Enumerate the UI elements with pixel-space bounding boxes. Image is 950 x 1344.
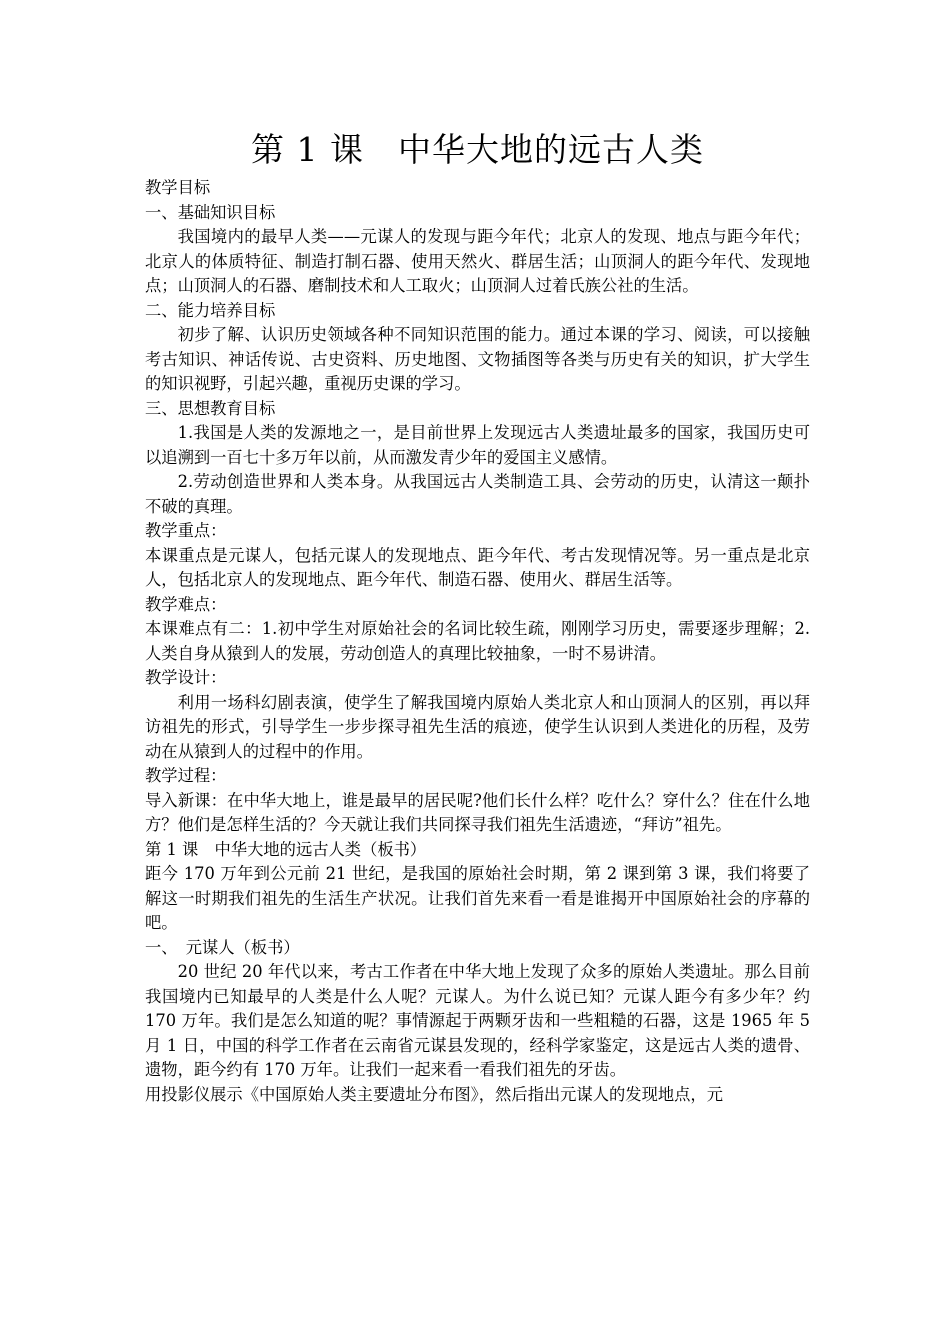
paragraph: 第 1 课 中华大地的远古人类（板书）	[145, 839, 427, 859]
paragraph: 二、能力培养目标	[145, 300, 276, 320]
page-title: 第 1 课 中华大地的远古人类	[251, 130, 704, 169]
paragraph: 一、 元谋人（板书）	[145, 937, 300, 957]
paragraph: 用投影仪展示《中国原始人类主要遗址分布图》，然后指出元谋人的发现地点，元	[145, 1084, 723, 1104]
paragraph: 教学重点：	[145, 521, 227, 540]
paragraph: 三、思想教育目标	[145, 398, 276, 418]
paragraph: 本课重点是元谋人，包括元谋人的发现地点、距今年代、考古发现情况等。另一重点是北京人，包括北京人的发现地点、距今年代、制造石器、使用火、群居生活等。	[145, 545, 810, 589]
paragraph: 初步了解、认识历史领域各种不同知识范围的能力。通过本课的学习、阅读，可以接触考古知识、神话传说、古史资料、历史地图、文物插图等各类与历史有关的知识，扩大学生的知识视野，引起兴趣，重视历史课的学习。	[145, 325, 810, 393]
paragraph: 教学难点：	[145, 594, 227, 614]
document-body	[145, 176, 810, 1107]
paragraph: 本课难点有二：1.初中学生对原始社会的名词比较生疏，刚刚学习历史，需要逐步理解；2.人类自身从猿到人的发展，劳动创造人的真理比较抽象，一时不易讲清。	[145, 619, 810, 663]
paragraph: 教学目标	[145, 178, 211, 197]
paragraph: 我国境内的最早人类——元谋人的发现与距今年代；北京人的发现、地点与距今年代；北京人的体质特征、制造打制石器、使用天然火、群居生活；山顶洞人的距今年代、发现地点；山顶洞人的石器、磨制技术和人工取火；山顶洞人过着氏族公社的生活。	[145, 227, 810, 295]
paragraph: 教学过程：	[145, 766, 227, 785]
paragraph: 教学设计：	[145, 668, 227, 687]
paragraph: 距今 170 万年到公元前 21 世纪，是我国的原始社会时期，第 2 课到第 3 课，我们将要了解这一时期我们祖先的生活生产状况。让我们首先来看一看是谁揭开中国原始社会的序幕的吧。	[145, 864, 810, 932]
paragraph: 利用一场科幻剧表演，使学生了解我国境内原始人类北京人和山顶洞人的区别，再以拜访祖先的形式，引导学生一步步探寻祖先生活的痕迹，使学生认识到人类进化的历程，及劳动在从猿到人的过程中的作用。	[145, 692, 810, 761]
paragraph: 一、基础知识目标	[145, 202, 276, 222]
paragraph: 1.我国是人类的发源地之一，是目前世界上发现远古人类遗址最多的国家，我国历史可以追溯到一百七十多万年以前，从而激发青少年的爱国主义感情。	[145, 423, 810, 467]
paragraph: 2.劳动创造世界和人类本身。从我国远古人类制造工具、会劳动的历史，认清这一颠扑不破的真理。	[145, 472, 810, 516]
paragraph: 导入新课：在中华大地上，谁是最早的居民呢?他们长什么样？吃什么？穿什么？住在什么地方？他们是怎样生活的？今天就让我们共同探寻我们祖先生活遗迹，“拜访”祖先。	[145, 790, 810, 834]
paragraph: 20 世纪 20 年代以来，考古工作者在中华大地上发现了众多的原始人类遗址。那么目前我国境内已知最早的人类是什么人呢？元谋人。为什么说已知？元谋人距今有多少年？约 170 万年。我们是怎么知道的呢？事情源起于两颗牙齿和一些粗糙的石器，这是 1965 年 5 月 1 日，中国的科学工作者在云南省元谋县发现的，经科学家鉴定，这是远古人类的遗骨、遗物，距今约有 170 万年。让我们一起来看一看我们祖先的牙齿。	[145, 962, 810, 1079]
